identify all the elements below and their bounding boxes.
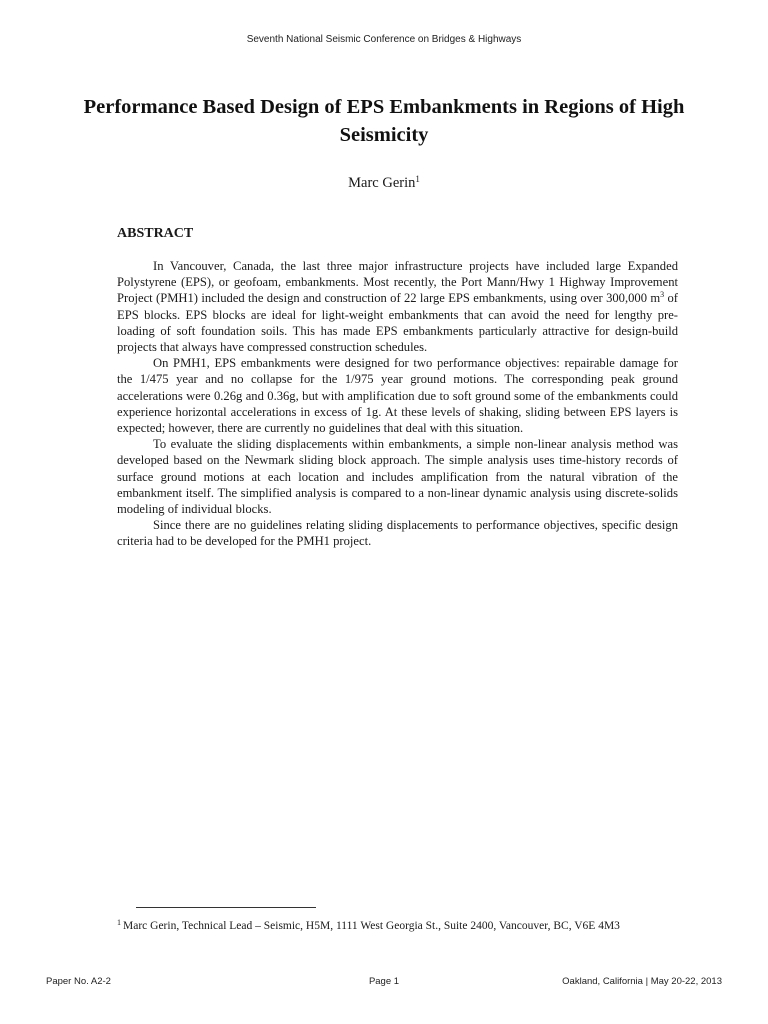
superscript-3: 3 <box>660 290 665 300</box>
abstract-paragraph-4: Since there are no guidelines relating sliding displacements to performance objectives, specific design criteria had to be developed for the PMH1 project. <box>117 518 678 549</box>
abstract-body <box>117 258 678 550</box>
footnote-mark: 1 <box>117 918 121 927</box>
author-name: Marc Gerin <box>348 175 416 191</box>
abstract-paragraph-2: On PMH1, EPS embankments were designed for two performance objectives: repairable damage for the 1/475 year and no collapse for the 1/975 year ground motions. The corresponding peak ground accelerations were 0.26g and 0.36g, but with amplification due to soft ground some of the embankments could experience horizontal accelerations in excess of 1g. At these levels of shaking, sliding between EPS layers is expected; however, there are currently no guidelines that deal with this situation. <box>117 356 678 436</box>
footer-location-date: Oakland, California | May 20-22, 2013 <box>562 976 722 987</box>
running-header: Seventh National Seismic Conference on Bridges & Highways <box>246 34 522 45</box>
abstract-paragraph-1 <box>117 258 678 355</box>
page-footer <box>46 976 722 990</box>
paper-title: Performance Based Design of EPS Embankments in Regions of High Seismicity <box>83 96 685 146</box>
author-footnote-mark: 1 <box>415 174 420 184</box>
footer-page-number: Page 1 <box>368 976 400 987</box>
footnote-text: Marc Gerin, Technical Lead – Seismic, H5M, 1111 West Georgia St., Suite 2400, Vancouver, BC, V6E 4M3 <box>123 920 620 932</box>
abstract-p1-part-a: In Vancouver, Canada, the last three major infrastructure projects have included large Expanded Polystyrene (EPS), or geofoam, embankments. Most recently, the Port Mann/Hwy 1 Highway Improvement Project (PMH1) included the design and construction of 22 large EPS embankments, using over 300,000 m <box>117 259 678 306</box>
abstract-paragraph-3: To evaluate the sliding displacements within embankments, a simple non-linear analysis method was developed based on the Newmark sliding block approach. The simple analysis uses time-history records of surface ground motions at each location and includes amplification from the natural vibration of the embankment itself. The simplified analysis is compared to a non-linear dynamic analysis using discrete-solids modeling of individual blocks. <box>117 437 678 517</box>
abstract-heading: ABSTRACT <box>117 226 194 241</box>
footnote <box>117 916 717 933</box>
abstract-p1-part-b: of EPS blocks. EPS blocks are ideal for light-weight embankments that can avoid the need for lengthy pre-loading of soft foundation soils. This has made EPS embankments particularly attractive for design-build projects that always have compressed construction schedules. <box>117 291 678 355</box>
footnote-divider <box>136 907 316 908</box>
footer-paper-number: Paper No. A2-2 <box>46 976 111 987</box>
author-line <box>0 174 768 192</box>
